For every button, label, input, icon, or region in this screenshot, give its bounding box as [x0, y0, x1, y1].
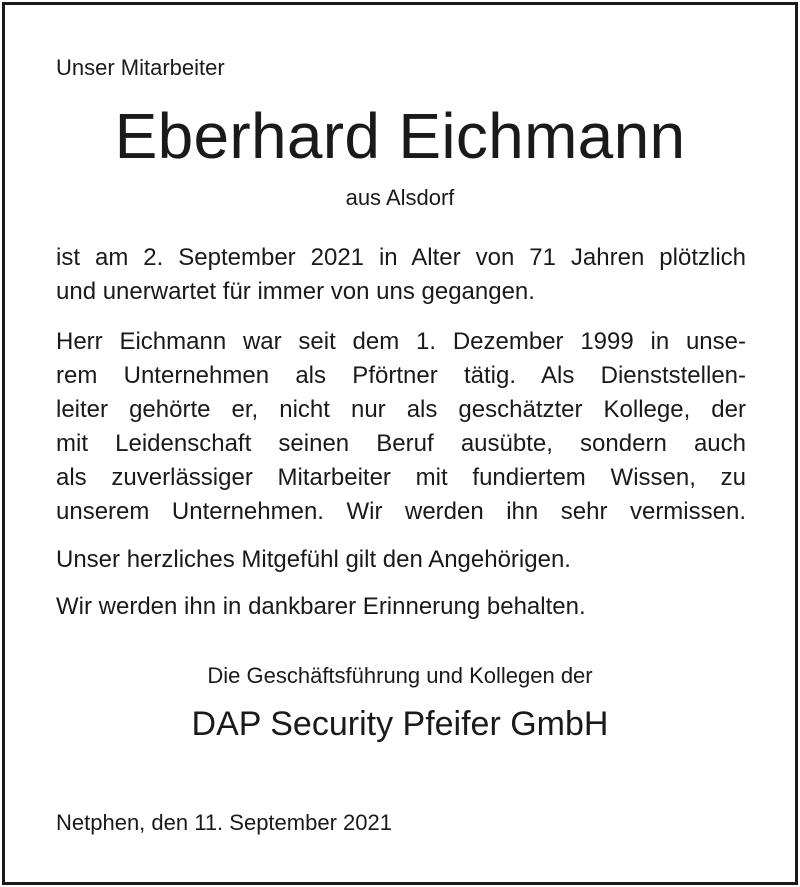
- closing-text: Die Geschäftsführung und Kollegen der: [207, 663, 593, 688]
- text-line: Unser herzliches Mitgefühl gilt den Angehörigen.: [56, 546, 571, 573]
- text-line: und unerwartet für immer von uns gegangen.: [56, 278, 535, 305]
- text-line: ist am 2. September 2021 in Alter von 71 Jahren plötzlich: [56, 244, 746, 271]
- text-line: rem Unternehmen als Pförtner tätig. Als Dienststellen-: [56, 362, 746, 389]
- paragraph-career: [56, 325, 746, 529]
- text-line: leiter gehörte er, nicht nur als geschätzter Kollege, der: [56, 396, 746, 423]
- place-and-date: Netphen, den 11. September 2021: [56, 810, 392, 835]
- paragraph-condolences: [56, 543, 746, 577]
- text-line: als zuverlässiger Mitarbeiter mit fundiertem Wissen, zu: [56, 464, 746, 491]
- paragraph-remembrance: [56, 590, 746, 624]
- text-line: unserem Unternehmen. Wir werden ihn sehr vermissen.: [56, 498, 746, 525]
- text-line: mit Leidenschaft seinen Beruf ausübte, sondern auch: [56, 430, 746, 457]
- paragraph-death-announcement: [56, 241, 746, 309]
- origin-text: aus Alsdorf: [345, 185, 455, 210]
- text-line: Herr Eichmann war seit dem 1. Dezember 1999 in unse-: [56, 328, 746, 355]
- deceased-name: Eberhard Eichmann: [114, 100, 686, 172]
- intro-text: Unser Mitarbeiter: [56, 55, 225, 80]
- company-name: DAP Security Pfeifer GmbH: [191, 705, 609, 743]
- text-line: Wir werden ihn in dankbarer Erinnerung behalten.: [56, 593, 586, 620]
